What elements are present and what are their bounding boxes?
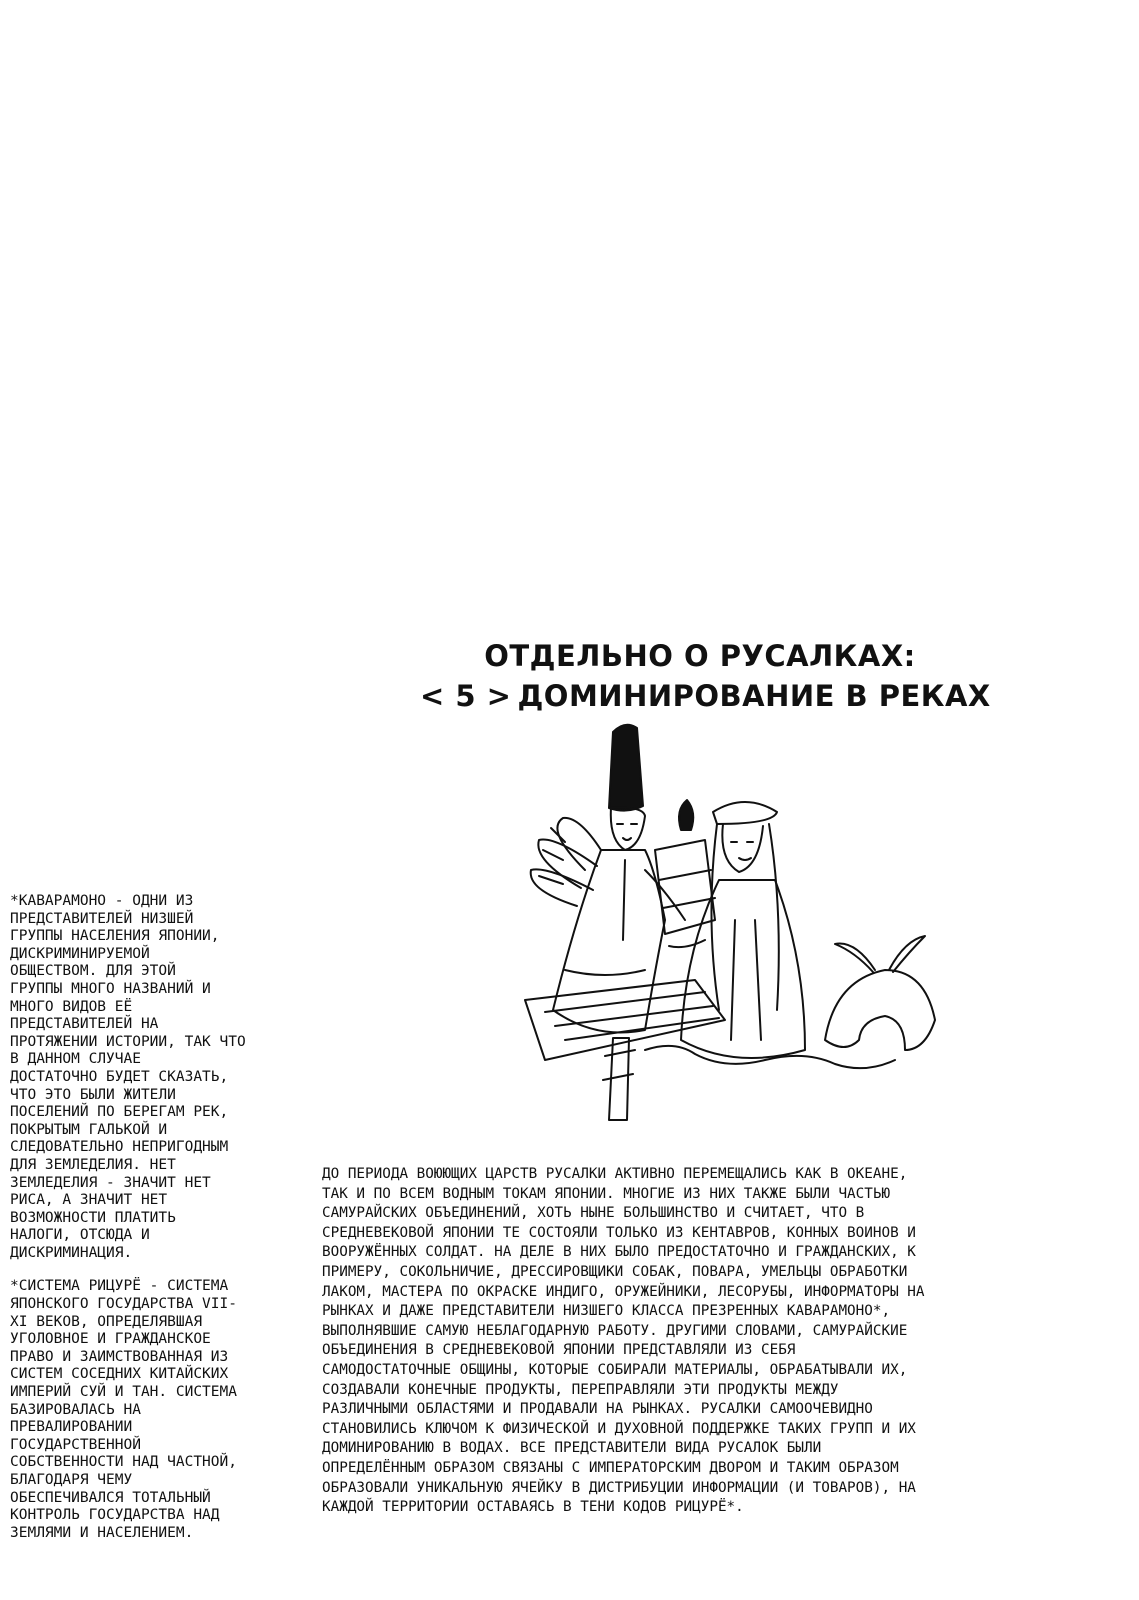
- chapter-title-line-2: [420, 676, 991, 716]
- mermaid-tail: [825, 970, 935, 1050]
- chapter-title: [420, 636, 991, 716]
- illustration-courtier-and-mermaid: [505, 720, 1045, 1130]
- main-body-text: ДО ПЕРИОДА ВОЮЮЩИХ ЦАРСТВ РУСАЛКИ АКТИВНО ПЕРЕМЕЩАЛИСЬ КАК В ОКЕАНЕ, ТАК И ПО ВСЕМ ВОДНЫМ ТОКАМ ЯПОНИИ. МНОГИЕ ИЗ НИХ ТАКЖЕ БЫЛИ ЧАСТЬЮ САМУРАЙСКИХ ОБЪЕДИНЕНИЙ, ХОТЬ НЫНЕ БОЛЬШИНСТВО И СЧИТАЕТ, ЧТО В СРЕДНЕВЕКОВОЙ ЯПОНИИ ТЕ СОСТОЯЛИ ТОЛЬКО ИЗ КЕНТАВРОВ, КОННЫХ ВОИНОВ И ВООРУЖЁННЫХ СОЛДАТ. НА ДЕЛЕ В НИХ БЫЛО ПРЕДОСТАТОЧНО И ГРАЖДАНСКИХ, К ПРИМЕРУ, СОКОЛЬНИЧИЕ, ДРЕССИРОВЩИКИ СОБАК, ПОВАРА, УМЕЛЬЦЫ ОБРАБОТКИ ЛАКОМ, МАСТЕРА ПО ОКРАСКЕ ИНДИГО, ОРУЖЕЙНИКИ, ЛЕСОРУБЫ, ИНФОРМАТОРЫ НА РЫНКАХ И ДАЖЕ ПРЕДСТАВИТЕЛИ НИЗШЕГО КЛАССА ПРЕЗРЕННЫХ КАВАРАМОНО*, ВЫПОЛНЯВШИЕ САМУЮ НЕБЛАГОДАРНУЮ РАБОТУ. ДРУГИМИ СЛОВАМИ, САМУРАЙСКИЕ ОБЪЕДИНЕНИЯ В СРЕДНЕВЕКОВОЙ ЯПОНИИ ПРЕДСТАВЛЯЛИ ИЗ СЕБЯ САМОДОСТАТОЧНЫЕ ОБЩИНЫ, КОТОРЫЕ СОБИРАЛИ МАТЕРИАЛЫ, ОБРАБАТЫВАЛИ ИХ, СОЗДАВАЛИ КОНЕЧНЫЕ ПРОДУКТЫ, ПЕРЕПРАВЛЯЛИ ЭТИ ПРОДУКТЫ МЕЖДУ РАЗЛИЧНЫМИ ОБЛАСТЯМИ И ПРОДАВАЛИ НА РЫНКАХ. РУСАЛКИ САМООЧЕВИДНО СТАНОВИЛИСЬ КЛЮЧОМ К ФИЗИЧЕСКОЙ И ДУХОВНОЙ ПОДДЕРЖКЕ ТАКИХ ГРУПП И ИХ ДОМИНИРОВАНИЮ В ВОДАХ. ВСЕ ПРЕДСТАВИТЕЛИ ВИДА РУСАЛОК БЫЛИ ОПРЕДЕЛЁННЫМ ОБРАЗОМ СВЯЗАНЫ С ИМПЕРАТОРСКИМ ДВОРОМ И ТАКИМ ОБРАЗОМ ОБРАЗОВАЛИ УНИКАЛЬНУЮ ЯЧЕЙКУ В ДИСТРИБУЦИИ ИНФОРМАЦИИ (И ТОВАРОВ), НА КАЖДОЙ ТЕРРИТОРИИ ОСТАВАЯСЬ В ТЕНИ КОДОВ РИЦУРЁ*.: [322, 1166, 925, 1516]
- mermaid-hat: [713, 802, 777, 824]
- footnotes: [10, 893, 280, 1558]
- chapter-number: < 5 >: [420, 679, 512, 713]
- raft: [525, 980, 725, 1060]
- chapter-title-line-1: ОТДЕЛЬНО О РУСАЛКАХ:: [484, 639, 916, 673]
- footnote-ritsuryo: *СИСТЕМА РИЦУРЁ - СИСТЕМА ЯПОНСКОГО ГОСУДАРСТВА VII- XI ВЕКОВ, ОПРЕДЕЛЯВШАЯ УГОЛОВНОЕ И ГРАЖДАНСКОЕ ПРАВО И ЗАИМСТВОВАННАЯ ИЗ СИСТЕМ СОСЕДНИХ КИТАЙСКИХ ИМПЕРИЙ СУЙ И ТАН. СИСТЕМА БАЗИРОВАЛАСЬ НА ПРЕВАЛИРОВАНИИ ГОСУДАРСТВЕННОЙ СОБСТВЕННОСТИ НАД ЧАСТНОЙ, БЛАГОДАРЯ ЧЕМУ ОБЕСПЕЧИВАЛСЯ ТОТАЛЬНЫЙ КОНТРОЛЬ ГОСУДАРСТВА НАД ЗЕМЛЯМИ И НАСЕЛЕНИЕМ.: [10, 1278, 237, 1541]
- courtier-face: [611, 808, 645, 850]
- chapter-subtitle: ДОМИНИРОВАНИЕ В РЕКАХ: [517, 679, 991, 713]
- mermaid-face: [722, 824, 763, 872]
- mermaid-robe: [681, 880, 805, 1058]
- footnote-kawaramono: *КАВАРАМОНО - ОДНИ ИЗ ПРЕДСТАВИТЕЛЕЙ НИЗШЕЙ ГРУППЫ НАСЕЛЕНИЯ ЯПОНИИ, ДИСКРИМИНИРУЕМОЙ ОБЩЕСТВОМ. ДЛЯ ЭТОЙ ГРУППЫ МНОГО НАЗВАНИЙ И МНОГО ВИДОВ ЕЁ ПРЕДСТАВИТЕЛЕЙ НА ПРОТЯЖЕНИИ ИСТОРИИ, ТАК ЧТО В ДАННОМ СЛУЧАЕ ДОСТАТОЧНО БУДЕТ СКАЗАТЬ, ЧТО ЭТО БЫЛИ ЖИТЕЛИ ПОСЕЛЕНИЙ ПО БЕРЕГАМ РЕК, ПОКРЫТЫМ ГАЛЬКОЙ И СЛЕДОВАТЕЛЬНО НЕПРИГОДНЫМ ДЛЯ ЗЕМЛЕДЕЛИЯ. НЕТ ЗЕМЛЕДЕЛИЯ - ЗНАЧИТ НЕТ РИСА, А ЗНАЧИТ НЕТ ВОЗМОЖНОСТИ ПЛАТИТЬ НАЛОГИ, ОТСЮДА И ДИСКРИМИНАЦИЯ.: [10, 893, 246, 1261]
- courtier-hat: [609, 725, 643, 811]
- mermaid-hair: [711, 824, 778, 1010]
- courtier-robe: [553, 850, 665, 1033]
- wing: [557, 818, 601, 870]
